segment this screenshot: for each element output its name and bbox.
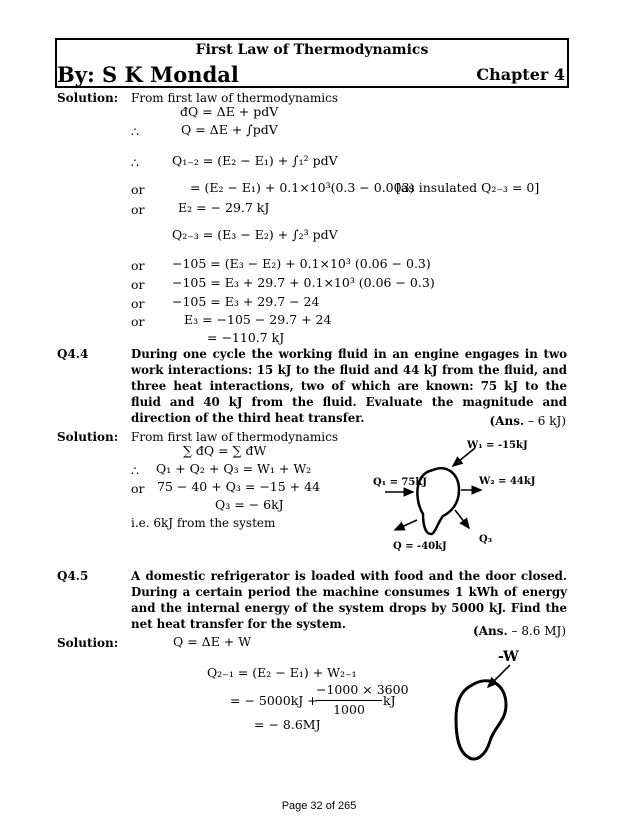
subject-title: First Law of Thermodynamics <box>195 42 429 58</box>
equation-line: Q = ΔE + ∫pdV <box>181 122 278 137</box>
answer-prefix: (Ans. <box>473 624 508 638</box>
q1-label: Q₁ = 75kJ <box>373 477 428 488</box>
w1-label: W₁ = -15kJ <box>467 440 528 451</box>
equation-line: Q₁ + Q₂ + Q₃ = W₁ + W₂ <box>156 461 312 476</box>
equation-line: đQ = ΔE + pdV <box>180 104 279 119</box>
solution-label: Solution: <box>57 91 119 105</box>
answer-value: – 8.6 MJ) <box>507 624 566 638</box>
fraction-denominator: 1000 <box>333 702 365 717</box>
equation-line: = −110.7 kJ <box>207 330 285 345</box>
answer <box>490 414 567 428</box>
equation-lead: or <box>131 277 145 292</box>
equation-line: −105 = E₃ + 29.7 − 24 <box>172 294 320 309</box>
equation-line: 75 − 40 + Q₃ = −15 + 44 <box>157 479 321 494</box>
equation-line: Q₂₋₃ = (E₃ − E₂) + ∫₂³ pdV <box>172 227 338 242</box>
equation-lead: or <box>131 314 145 329</box>
equation-line: Q₃ = − 6kJ <box>215 497 284 512</box>
chapter-header <box>55 38 569 88</box>
equation-lead: ∴ <box>131 155 139 170</box>
equation-line: Q₂₋₁ = (E₂ − E₁) + W₂₋₁ <box>207 665 357 680</box>
question-number: Q4.4 <box>57 347 89 361</box>
chapter-label: Chapter 4 <box>476 65 565 84</box>
refrigerator-system-diagram <box>440 645 550 775</box>
question-text: A domestic refrigerator is loaded with food and the door closed. During a certain period the machine consumes 1 kWh of energy and the internal energy of the system drops by 5000 kJ. Find the net heat transfer for the system. <box>131 569 567 631</box>
equation-note: [as insulated Q₂₋₃ = 0] <box>396 180 540 195</box>
answer-value: – 6 kJ) <box>524 414 566 428</box>
q2-arrow <box>395 520 417 530</box>
q3-label: Q₃ <box>479 534 493 545</box>
equation-lead: ∴ <box>131 124 139 139</box>
equation-line: Q₁₋₂ = (E₂ − E₁) + ∫₁² pdV <box>172 153 338 168</box>
equation-line: ∑ đQ = ∑ đW <box>183 443 267 458</box>
equation-line: E₃ = −105 − 29.7 + 24 <box>184 312 332 327</box>
w2-label: W₂ = 44kJ <box>479 476 536 487</box>
solution-label: Solution: <box>57 430 119 444</box>
solution-label: Solution: <box>57 636 119 650</box>
equation-lead: or <box>131 258 145 273</box>
equation-line: −105 = E₃ + 29.7 + 0.1×10³ (0.06 − 0.3) <box>172 275 435 290</box>
q2-label: Q = -40kJ <box>393 541 447 552</box>
equation-lead: or <box>131 182 145 197</box>
answer-prefix: (Ans. <box>489 414 525 428</box>
question-number: Q4.5 <box>57 569 89 583</box>
equation-line: = (E₂ − E₁) + 0.1×10³(0.3 − 0.003) <box>190 180 415 195</box>
work-label: -W <box>498 649 519 665</box>
equation-lead: or <box>131 202 145 217</box>
page-number: Page 32 of 265 <box>281 800 357 812</box>
solution-intro: From first law of thermodynamics <box>131 91 339 105</box>
equation-lead: or <box>131 296 145 311</box>
equation-line: Q = ΔE + W <box>173 634 252 649</box>
solution-intro: From first law of thermodynamics <box>131 430 339 444</box>
equation-unit: kJ <box>383 693 396 708</box>
equation-lead: ∴ <box>131 463 139 478</box>
equation-line: −105 = (E₃ − E₂) + 0.1×10³ (0.06 − 0.3) <box>172 256 431 271</box>
equation-line: = − 5000kJ + <box>230 693 318 708</box>
fraction-numerator: −1000 × 3600 <box>316 682 409 697</box>
equation-line: = − 8.6MJ <box>254 717 321 732</box>
system-diagram <box>355 430 545 555</box>
work-arrow <box>488 665 510 687</box>
author-title: By: S K Mondal <box>57 62 239 87</box>
fraction-bar <box>316 700 382 701</box>
answer <box>473 624 566 638</box>
equation-lead: or <box>131 481 145 496</box>
question-text: During one cycle the working fluid in an engine engages in two work interactions: 15 kJ to the fluid and 44 kJ from the fluid, and three heat interactions, two of which are known: 75 kJ to the fluid and 40 kJ from the fluid. Evaluate the magnitude and direction of the third heat transfer. <box>131 347 567 425</box>
system-boundary <box>456 681 506 759</box>
solution-conclusion: i.e. 6kJ from the system <box>131 516 276 530</box>
q3-arrow <box>455 510 469 528</box>
equation-line: E₂ = − 29.7 kJ <box>178 200 270 215</box>
